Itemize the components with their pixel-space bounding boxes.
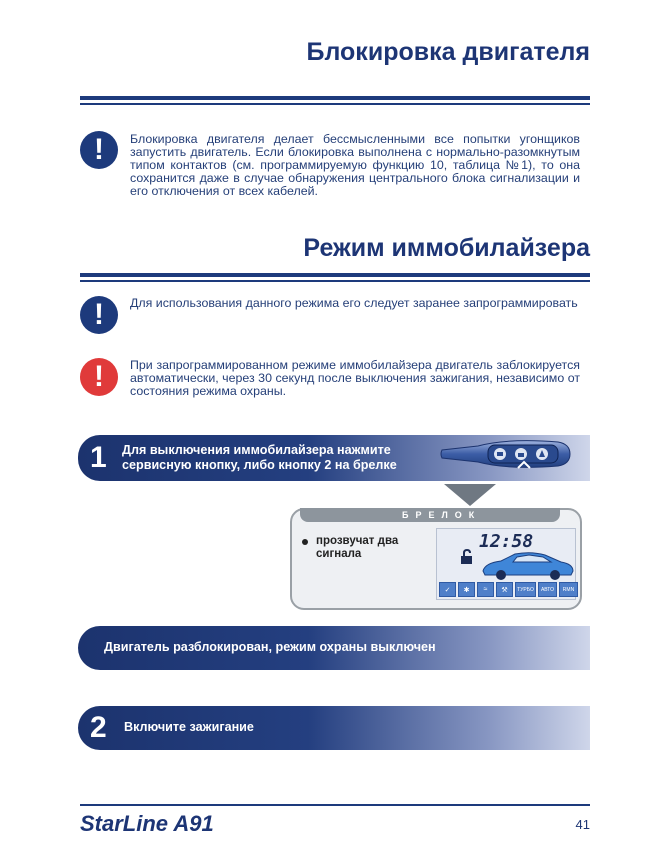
step-2-instruction: Включите зажигание [124, 720, 254, 734]
lcd-icon-row [439, 582, 578, 597]
title-rule-thick [80, 273, 590, 277]
immobilizer-auto-lock-note: При запрограммированном режиме иммобилайзера двигатель заблокируется автоматически, через 30 секунд после выключения зажигания, независимо от состояния режима охраны. [130, 358, 580, 398]
step-1-instruction-line1: Для выключения иммобилайзера нажмите [122, 443, 391, 457]
check-icon: ✓ [439, 582, 456, 597]
lcd-screen [436, 528, 576, 600]
fan-icon: ✱ [458, 582, 475, 597]
title-rule-thin [80, 280, 590, 282]
rmn-icon: RMN [559, 582, 578, 597]
turbo-icon: ТУРБО [515, 582, 536, 597]
step-number: 1 [90, 441, 107, 474]
info-exclamation-icon: ! [80, 131, 118, 169]
title-rule-thick [80, 96, 590, 100]
step-2-band [78, 706, 590, 750]
lcd-time: 12:58 [479, 531, 534, 552]
warning-exclamation-icon: ! [80, 358, 118, 396]
down-arrow-icon [444, 484, 496, 508]
keyfob-display-panel [290, 508, 582, 610]
page-number: 41 [575, 817, 590, 832]
wrench-icon: ⚒ [496, 582, 513, 597]
bullet-dot [302, 539, 308, 545]
beep-note: прозвучат два сигнала [316, 535, 399, 560]
info-exclamation-icon: ! [80, 296, 118, 334]
lock-icon [459, 549, 475, 565]
title-rule-thin [80, 103, 590, 105]
panel-title: БРЕЛОК [402, 510, 482, 520]
brand-logo-text: StarLine A91 [80, 811, 214, 836]
car-icon [481, 551, 575, 581]
result-text: Двигатель разблокирован, режим охраны выключен [104, 640, 436, 654]
step-number: 2 [90, 711, 107, 744]
auto-icon: АВТО [538, 582, 557, 597]
engine-lock-note: Блокировка двигателя делает бессмысленными все попытки угонщиков запустить двигатель. Если блокировка выполнена с нормально-разомкнутым типом контактов (см. программируемую функцию 10, таблица №1), то она сохранится даже в случае обнаружения центрального блока сигнализации и его отключения от всех кабелей. [130, 132, 580, 198]
step-1-instruction-line2: сервисную кнопку, либо кнопку 2 на брелке [122, 458, 397, 472]
section-title-immobilizer: Режим иммобилайзера [303, 234, 590, 262]
footer-rule [80, 804, 590, 806]
section-title-engine-lock: Блокировка двигателя [306, 38, 590, 66]
keyfob-remote-icon [438, 436, 574, 476]
unlocked-result-band [78, 626, 590, 670]
wave-icon: ≈ [477, 582, 494, 597]
immobilizer-program-note: Для использования данного режима его следует заранее запрограммировать [130, 296, 578, 310]
